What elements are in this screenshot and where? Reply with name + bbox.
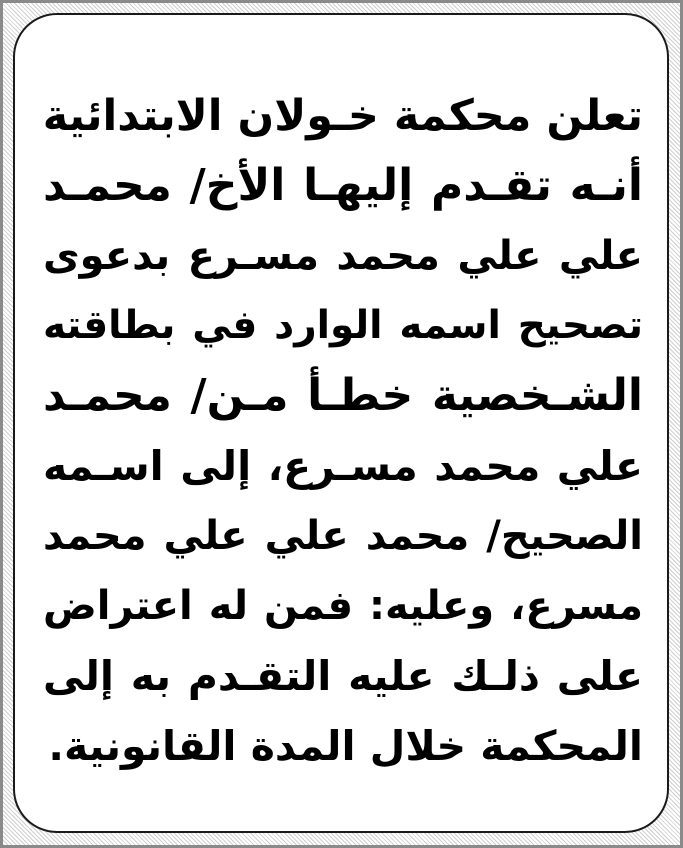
notice-line-5: الشـخصية خطـأ مـن/ محمـد xyxy=(43,370,643,421)
notice-line-6: علي محمد مسـرع، إلى اسـمه xyxy=(43,442,643,490)
notice-body xyxy=(43,81,643,781)
notice-line-2: أنـه تقـدم إليهـا الأخ/ محمـد xyxy=(43,160,643,211)
notice-line-8: مسرع، وعليه: فمن له اعتراض xyxy=(43,583,643,629)
notice-line-1: تعلن محكمة خـولان الابتدائية xyxy=(42,91,643,141)
notice-card xyxy=(13,13,669,833)
notice-line-4: تصحيح اسمه الوارد في بطاقته xyxy=(43,303,643,348)
notice-line-9: على ذلـك عليه التقـدم به إلى xyxy=(43,652,643,700)
notice-line-3: علي علي محمد مسـرع بدعوى xyxy=(43,233,643,279)
notice-line-7: الصحيح/ محمد علي علي محمد xyxy=(43,513,643,559)
notice-line-10: المحكمة خلال المدة القانونية. xyxy=(48,722,643,770)
